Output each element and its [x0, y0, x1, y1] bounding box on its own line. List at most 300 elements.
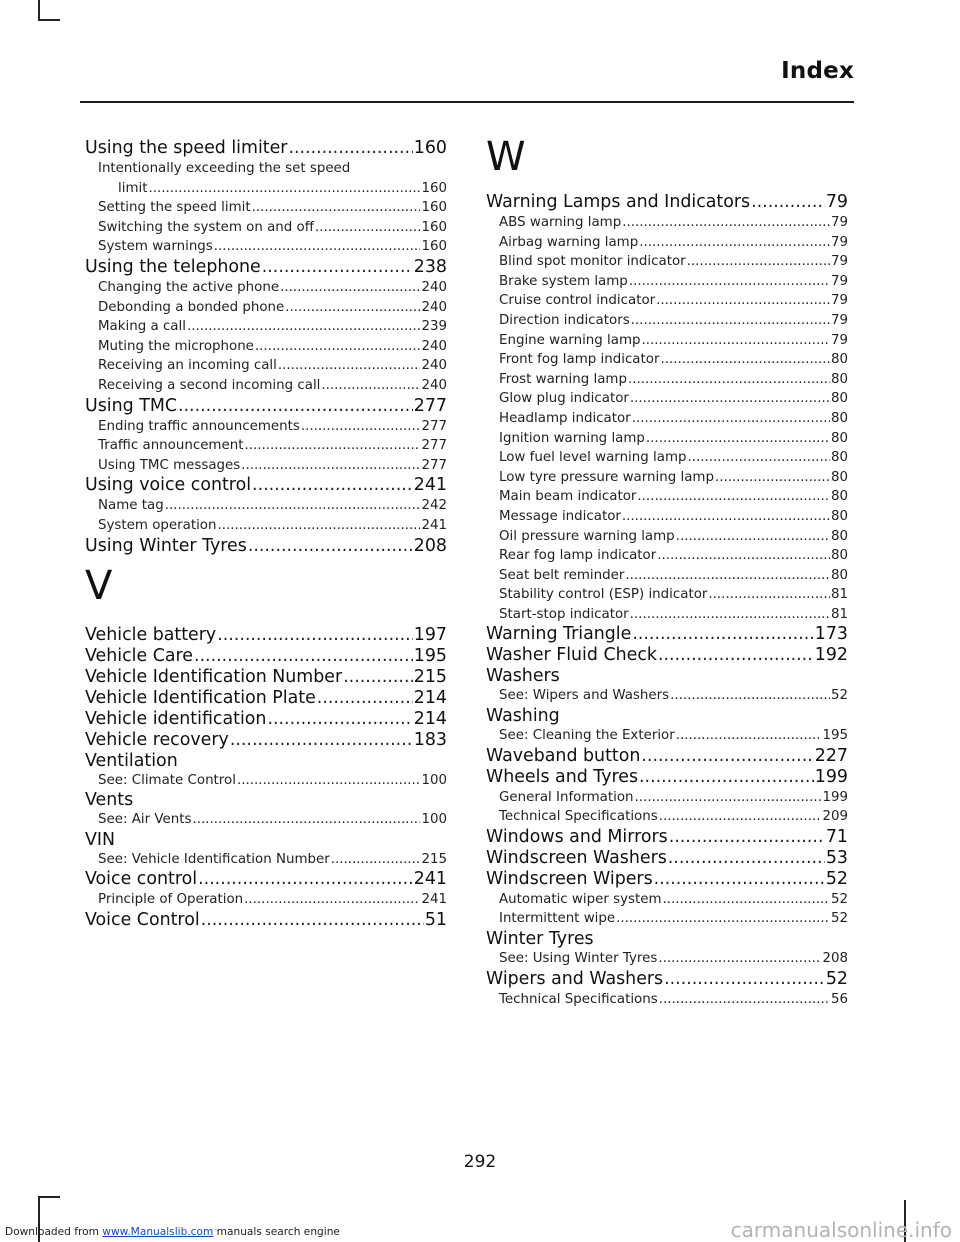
dot-leader [639, 767, 814, 788]
index-entry[interactable] [486, 848, 848, 869]
entry-page-number: 79 [830, 293, 848, 309]
index-subentry[interactable] [85, 436, 447, 456]
dot-leader [187, 317, 420, 337]
index-subentry[interactable] [486, 726, 848, 746]
entry-label: Setting the speed limit [98, 200, 251, 216]
dot-leader [192, 810, 420, 830]
entry-label: limit [118, 180, 148, 196]
entry-page-number: 227 [814, 745, 848, 766]
entry-label: Waveband button [486, 745, 641, 766]
entry-page-number: 80 [830, 508, 848, 524]
index-column-right [486, 134, 848, 1009]
index-entry[interactable] [85, 709, 447, 730]
index-entry[interactable] [486, 767, 848, 788]
entry-label: Wheels and Tyres [486, 766, 639, 787]
entry-label: Front fog lamp indicator [499, 352, 660, 368]
entry-page-number: 195 [413, 645, 447, 666]
index-heading: Vents [85, 790, 134, 811]
index-subentry[interactable] [486, 788, 848, 808]
entry-label: Using voice control [85, 475, 252, 496]
entry-page-number: 160 [421, 180, 447, 196]
dot-leader [622, 213, 830, 233]
entry-label: See: Vehicle Identification Number [98, 851, 330, 867]
entry-label: Receiving a second incoming call [98, 377, 321, 393]
dot-leader [670, 686, 830, 706]
dot-leader [635, 788, 822, 808]
index-subentry[interactable] [486, 291, 848, 311]
crop-mark-top-left [38, 0, 40, 20]
entry-label: Airbag warning lamp [499, 234, 639, 250]
dot-leader [217, 516, 420, 536]
entry-label: Stability control (ESP) indicator [499, 587, 708, 603]
entry-page-number: 241 [421, 517, 447, 533]
entry-page-number: 79 [825, 192, 848, 212]
entry-label: ABS warning lamp [499, 215, 622, 230]
entry-label: Traffic announcement [98, 438, 244, 454]
dot-leader [194, 646, 413, 667]
index-heading: Washers [486, 666, 560, 687]
entry-label: See: Climate Control [98, 772, 236, 788]
entry-page-number: 81 [830, 606, 848, 622]
entry-page-number: 192 [814, 645, 848, 666]
index-subentry[interactable] [486, 507, 848, 527]
dot-leader [165, 496, 421, 516]
entry-label: Using TMC messages [98, 457, 241, 473]
dot-leader [625, 566, 830, 586]
index-subentry[interactable] [486, 252, 848, 272]
index-subentry[interactable] [486, 370, 848, 390]
dot-leader [659, 990, 830, 1010]
index-column-left [85, 138, 447, 931]
entry-label: Washer Fluid Check [486, 645, 657, 666]
index-subentry[interactable] [486, 487, 848, 507]
index-subentry[interactable] [486, 909, 848, 929]
index-entry[interactable] [486, 746, 848, 767]
dot-leader [255, 337, 421, 357]
entry-label: Receiving an incoming call [98, 358, 277, 374]
entry-label: Voice control [85, 869, 198, 890]
entry-page-number: 241 [413, 869, 447, 890]
entry-page-number: 52 [830, 911, 848, 927]
entry-page-number: 277 [421, 438, 447, 454]
index-subentry[interactable] [85, 810, 447, 830]
entry-label: Vehicle recovery [85, 729, 229, 750]
index-subentry[interactable] [85, 298, 447, 318]
index-subentry[interactable] [486, 605, 848, 625]
index-subentry[interactable] [486, 429, 848, 449]
index-subentry[interactable] [486, 233, 848, 253]
entry-page-number: 79 [830, 215, 848, 230]
dot-leader [267, 709, 412, 730]
index-entry[interactable] [486, 827, 848, 848]
index-entry[interactable] [85, 138, 447, 159]
dot-leader [288, 138, 412, 159]
entry-page-number: 214 [413, 687, 447, 708]
page-number: 292 [463, 1152, 497, 1172]
entry-page-number: 241 [421, 892, 447, 908]
dot-leader [321, 376, 420, 396]
dot-leader [214, 237, 421, 257]
entry-page-number: 71 [825, 826, 848, 847]
index-subentry[interactable] [486, 566, 848, 586]
entry-page-number: 240 [421, 377, 447, 393]
index-entry[interactable] [486, 624, 848, 645]
entry-label: Ignition warning lamp [499, 430, 645, 446]
dot-leader [646, 429, 830, 449]
entry-page-number: 160 [421, 219, 447, 235]
entry-page-number: 277 [421, 457, 447, 473]
entry-page-number: 80 [830, 430, 848, 446]
entry-page-number: 240 [421, 279, 447, 295]
dot-leader [315, 218, 421, 238]
entry-label: Intermittent wipe [499, 911, 616, 927]
entry-label: Vehicle Care [85, 645, 193, 666]
entry-label: Low fuel level warning lamp [499, 450, 687, 466]
index-subentry[interactable] [85, 356, 447, 376]
entry-page-number: 53 [825, 847, 848, 868]
footer-prefix: Downloaded from [5, 1226, 103, 1238]
index-heading: VIN [85, 829, 116, 850]
entry-label: Ending traffic announcements [98, 418, 300, 434]
index-entry[interactable] [85, 730, 447, 751]
entry-label: Cruise control indicator [499, 293, 656, 309]
index-subentry[interactable] [486, 213, 848, 233]
entry-label: System operation [98, 517, 217, 533]
entry-label: Start-stop indicator [499, 606, 629, 622]
index-entry[interactable] [85, 869, 447, 890]
dot-leader [301, 417, 421, 437]
entry-label: Engine warning lamp [499, 332, 641, 348]
entry-page-number: 80 [830, 450, 848, 466]
section-letter: V [85, 562, 113, 609]
dot-leader [632, 409, 830, 429]
index-subentry[interactable] [85, 890, 447, 910]
index-subentry[interactable] [85, 317, 447, 337]
entry-label: Technical Specifications [499, 991, 658, 1007]
entry-label: Warning Triangle [486, 624, 632, 645]
entry-page-number: 80 [830, 410, 848, 426]
entry-label: Direction indicators [499, 312, 630, 328]
index-entry[interactable] [486, 969, 848, 990]
dot-leader [148, 179, 420, 199]
entry-page-number: 208 [413, 535, 447, 556]
entry-label: See: Air Vents [98, 812, 192, 828]
entry-page-number: 52 [830, 688, 848, 704]
dot-leader [656, 291, 830, 311]
dot-leader [687, 252, 830, 272]
footer-link[interactable]: www.Manualslib.com [102, 1226, 214, 1238]
entry-label: See: Using Winter Tyres [499, 951, 658, 967]
dot-leader [252, 475, 413, 496]
index-entry[interactable] [85, 396, 447, 417]
index-subentry[interactable] [486, 890, 848, 910]
entry-page-number: 79 [830, 273, 848, 289]
dot-leader [622, 507, 830, 527]
index-heading: Winter Tyres [486, 929, 594, 950]
dot-leader [660, 350, 829, 370]
index-entry[interactable] [486, 645, 848, 666]
dot-leader [663, 890, 830, 910]
entry-page-number: 197 [413, 624, 447, 645]
entry-page-number: 240 [421, 358, 447, 374]
index-subentry[interactable] [85, 850, 447, 870]
dot-leader [637, 487, 830, 507]
index-subentry[interactable] [85, 198, 447, 218]
entry-label: Windscreen Wipers [486, 868, 653, 889]
index-entry[interactable] [486, 192, 848, 213]
dot-leader [285, 298, 420, 318]
dot-leader [658, 949, 821, 969]
crop-mark-top-left [38, 19, 60, 21]
entry-label: Vehicle Identification Plate [85, 687, 316, 708]
entry-page-number: 160 [421, 239, 447, 255]
dot-leader [248, 536, 413, 557]
entry-page-number: 51 [424, 909, 447, 930]
dot-leader [676, 527, 830, 547]
dot-leader [241, 456, 420, 476]
index-entry[interactable] [85, 536, 447, 557]
dot-leader [658, 645, 814, 666]
entry-label: Making a call [98, 319, 186, 335]
entry-label: System warnings [98, 239, 213, 255]
entry-page-number: 81 [830, 587, 848, 603]
entry-label: Headlamp indicator [499, 410, 631, 426]
dot-leader [343, 667, 413, 688]
entry-label: See: Wipers and Washers [499, 688, 670, 704]
entry-label: Seat belt reminder [499, 567, 625, 583]
entry-page-number: 199 [822, 789, 848, 805]
entry-page-number: 100 [421, 772, 447, 788]
index-subentry[interactable] [486, 990, 848, 1010]
entry-page-number: 56 [830, 991, 848, 1007]
index-subentry[interactable] [486, 585, 848, 605]
entry-label: Using Winter Tyres [85, 535, 247, 556]
entry-page-number: 100 [421, 812, 447, 828]
dot-leader [198, 869, 413, 890]
footer-suffix: manuals search engine [213, 1226, 340, 1238]
entry-page-number: 183 [413, 729, 447, 750]
entry-page-number: 80 [830, 371, 848, 387]
header-rule [80, 101, 854, 103]
entry-label: Brake system lamp [499, 273, 628, 289]
index-subentry-text: Intentionally exceeding the set speed [98, 161, 351, 176]
crop-mark-bottom-left [38, 1196, 60, 1198]
index-entry[interactable] [85, 646, 447, 667]
entry-page-number: 80 [830, 567, 848, 583]
entry-label: Warning Lamps and Indicators [486, 192, 751, 212]
index-subentry[interactable] [486, 272, 848, 292]
entry-label: Muting the microphone [98, 338, 254, 354]
index-entry[interactable] [486, 869, 848, 890]
index-heading: Ventilation [85, 750, 178, 771]
entry-label: Technical Specifications [499, 809, 658, 825]
section-letter: W [486, 134, 526, 180]
index-subentry[interactable] [85, 456, 447, 476]
index-subentry[interactable] [85, 771, 447, 791]
index-subentry[interactable] [486, 350, 848, 370]
entry-label: Low tyre pressure warning lamp [499, 469, 714, 485]
dot-leader [262, 257, 413, 278]
entry-label: Frost warning lamp [499, 371, 627, 387]
index-entry[interactable] [85, 667, 447, 688]
dot-leader [715, 468, 830, 488]
dot-leader [676, 726, 822, 746]
entry-page-number: 80 [830, 391, 848, 407]
index-subentry[interactable] [85, 376, 447, 396]
index-entry[interactable] [85, 625, 447, 646]
entry-label: Changing the active phone [98, 279, 280, 295]
dot-leader [669, 827, 825, 848]
dot-leader [244, 436, 420, 456]
dot-leader [751, 192, 825, 213]
entry-label: Glow plug indicator [499, 391, 629, 407]
dot-leader [217, 625, 413, 646]
entry-label: Windscreen Washers [486, 847, 667, 868]
dot-leader [252, 198, 421, 218]
entry-page-number: 208 [822, 951, 848, 967]
dot-leader [331, 850, 421, 870]
dot-leader [178, 396, 413, 417]
entry-label: Message indicator [499, 508, 621, 524]
entry-label: Vehicle identification [85, 708, 267, 729]
entry-page-number: 240 [421, 338, 447, 354]
entry-page-number: 52 [825, 968, 848, 989]
entry-page-number: 173 [814, 624, 848, 645]
entry-page-number: 80 [830, 469, 848, 485]
entry-page-number: 238 [413, 256, 447, 277]
index-entry[interactable] [85, 910, 447, 931]
index-subentry[interactable] [486, 409, 848, 429]
entry-page-number: 242 [421, 498, 447, 514]
dot-leader [641, 746, 813, 767]
dot-leader [244, 890, 420, 910]
dot-leader [664, 969, 825, 990]
dot-leader [708, 585, 830, 605]
index-subentry[interactable] [486, 527, 848, 547]
entry-label: Debonding a bonded phone [98, 299, 285, 315]
dot-leader [201, 910, 424, 931]
entry-label: Using the telephone [85, 256, 261, 277]
index-subentry[interactable] [486, 311, 848, 331]
entry-page-number: 214 [413, 708, 447, 729]
index-subentry[interactable] [85, 179, 447, 199]
entry-page-number: 80 [830, 528, 848, 544]
entry-page-number: 241 [413, 475, 447, 496]
entry-label: Windows and Mirrors [486, 826, 668, 847]
dot-leader [659, 807, 822, 827]
entry-label: Name tag [98, 498, 164, 514]
index-subentry[interactable] [486, 468, 848, 488]
footer-watermark: carmanualsonline.info [730, 1218, 952, 1242]
dot-leader [317, 688, 413, 709]
entry-page-number: 277 [421, 418, 447, 434]
dot-leader [230, 730, 413, 751]
entry-page-number: 215 [413, 666, 447, 687]
entry-label: Principle of Operation [98, 892, 244, 908]
entry-label: Switching the system on and off [98, 219, 314, 235]
entry-page-number: 79 [830, 312, 848, 328]
entry-page-number: 80 [830, 548, 848, 564]
entry-page-number: 195 [822, 728, 848, 744]
index-heading: Washing [486, 706, 560, 727]
index-subentry[interactable] [486, 949, 848, 969]
index-subentry[interactable] [85, 417, 447, 437]
dot-leader [668, 848, 825, 869]
entry-page-number: 52 [830, 891, 848, 907]
entry-label: Main beam indicator [499, 489, 637, 505]
index-subentry[interactable] [486, 448, 848, 468]
dot-leader [278, 356, 421, 376]
index-subentry[interactable] [85, 516, 447, 536]
dot-leader [280, 278, 420, 298]
dot-leader [630, 389, 830, 409]
entry-page-number: 209 [822, 809, 848, 825]
dot-leader [631, 311, 830, 331]
dot-leader [629, 272, 830, 292]
index-subentry[interactable] [486, 686, 848, 706]
entry-page-number: 239 [421, 319, 447, 335]
dot-leader [642, 331, 830, 351]
entry-label: General Information [499, 789, 634, 805]
index-entry[interactable] [85, 688, 447, 709]
index-subentry[interactable] [486, 546, 848, 566]
entry-label: Using the speed limiter [85, 138, 288, 158]
index-subentry[interactable] [85, 278, 447, 298]
entry-label: Wipers and Washers [486, 968, 664, 989]
entry-page-number: 277 [413, 395, 447, 416]
entry-page-number: 80 [830, 489, 848, 505]
entry-label: Rear fog lamp indicator [499, 548, 657, 564]
dot-leader [616, 909, 830, 929]
dot-leader [639, 233, 830, 253]
page-title: Index [781, 58, 854, 84]
entry-label: Oil pressure warning lamp [499, 528, 675, 544]
entry-page-number: 215 [421, 851, 447, 867]
entry-page-number: 240 [421, 299, 447, 315]
entry-page-number: 79 [830, 234, 848, 250]
dot-leader [632, 624, 813, 645]
index-subentry[interactable] [85, 496, 447, 516]
entry-page-number: 80 [830, 352, 848, 368]
index-subentry[interactable] [486, 807, 848, 827]
dot-leader [654, 869, 825, 890]
entry-page-number: 160 [413, 138, 447, 158]
entry-page-number: 160 [421, 200, 447, 216]
index-subentry[interactable] [85, 237, 447, 257]
entry-page-number: 52 [825, 868, 848, 889]
entry-label: Automatic wiper system [499, 891, 662, 907]
entry-page-number: 79 [830, 332, 848, 348]
index-subentry[interactable] [85, 337, 447, 357]
dot-leader [657, 546, 830, 566]
dot-leader [237, 771, 421, 791]
dot-leader [688, 448, 830, 468]
entry-label: See: Cleaning the Exterior [499, 728, 675, 744]
index-subentry[interactable] [486, 389, 848, 409]
dot-leader [630, 605, 830, 625]
entry-label: Blind spot monitor indicator [499, 254, 686, 270]
footer-download-note [5, 1226, 340, 1238]
entry-page-number: 199 [814, 766, 848, 787]
index-subentry[interactable] [85, 218, 447, 238]
index-entry[interactable] [85, 475, 447, 496]
entry-label: Using TMC [85, 395, 177, 416]
entry-label: Vehicle Identification Number [85, 666, 343, 687]
index-entry[interactable] [85, 257, 447, 278]
entry-label: Voice Control [85, 909, 200, 930]
index-subentry[interactable] [486, 331, 848, 351]
entry-label: Vehicle battery [85, 624, 217, 645]
